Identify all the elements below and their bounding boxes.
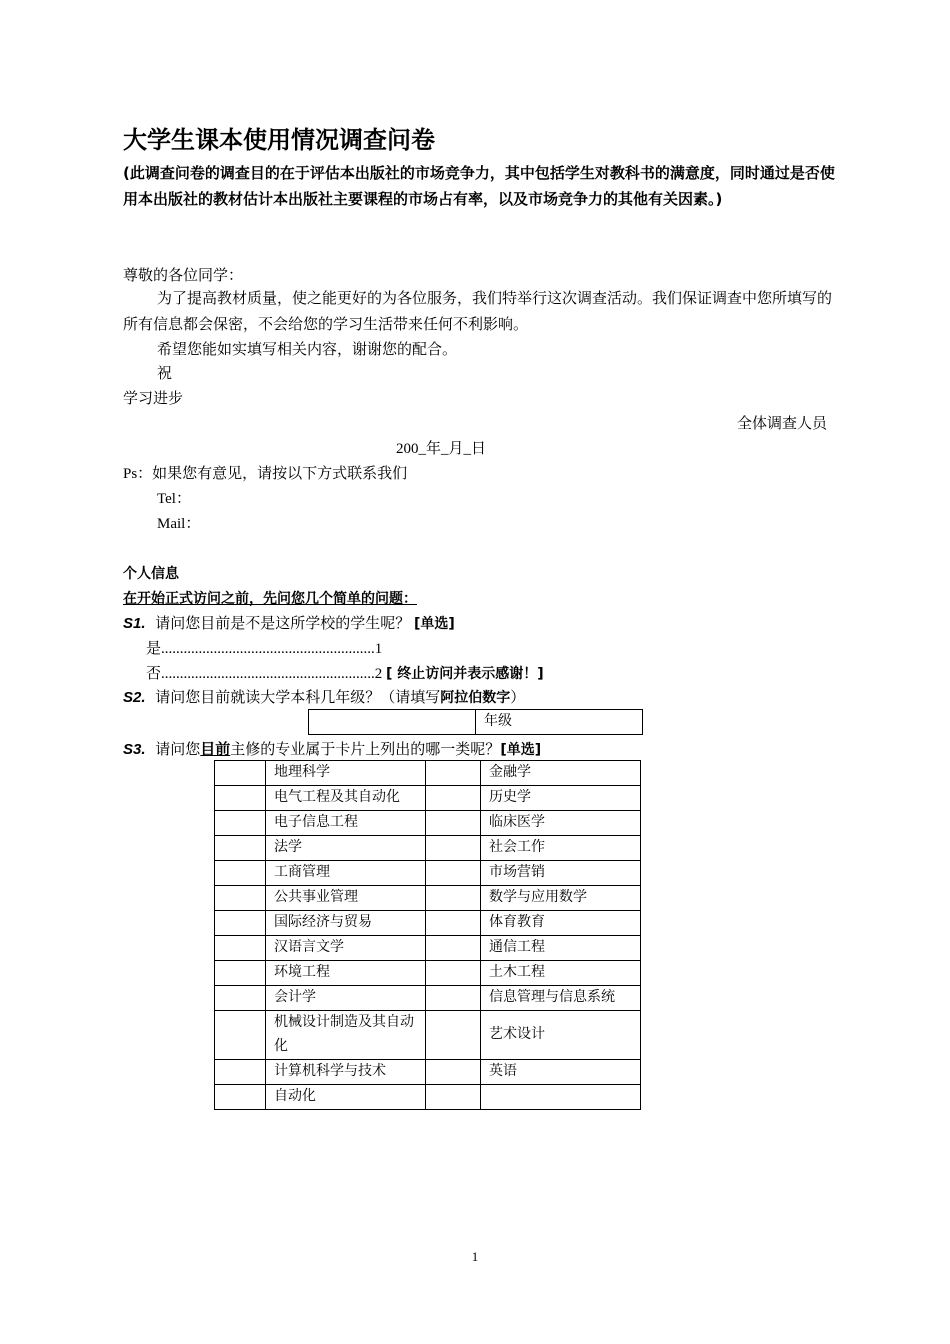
s3-table-row	[215, 1011, 641, 1060]
s3-text-underline: 目前	[200, 740, 231, 758]
s2-text-post: ）	[510, 690, 526, 706]
letter-paragraph-1: 为了提高教材质量，使之能更好的为各位服务，我们特举行这次调查活动。我们保证调查中您所填写的所有信息都会保密，不会给您的学习生活带来任何不利影响。	[123, 291, 833, 333]
s1-option-yes: 是.........................................................1	[146, 641, 383, 657]
s3-answer-cell[interactable]	[426, 836, 481, 861]
s1-tag: [单选]	[414, 616, 455, 632]
s3-answer-cell[interactable]	[215, 936, 266, 961]
s3-major-label: 体育教育	[481, 911, 641, 936]
s3-answer-cell[interactable]	[426, 761, 481, 786]
intro-paragraph: (此调查问卷的调查目的在于评估本出版社的市场竞争力，其中包括学生对教科书的满意度，同时通过是否使用本出版社的教材估计本出版社主要课程的市场占有率，以及市场竞争力的其他有关因素。)	[123, 164, 835, 208]
s3-tag: [单选]	[500, 742, 542, 758]
letter-wish: 祝	[157, 366, 173, 382]
letter-signature: 全体调查人员	[736, 416, 827, 432]
s3-question	[123, 738, 541, 759]
s3-answer-cell[interactable]	[426, 986, 481, 1011]
s3-answer-cell[interactable]	[215, 886, 266, 911]
letter-paragraph-2: 希望您能如实填写相关内容，谢谢您的配合。	[157, 342, 458, 358]
s2-answer-table	[308, 709, 643, 735]
s3-table-row	[215, 1085, 641, 1110]
s3-major-label: 环境工程	[266, 961, 426, 986]
s3-text-post: 主修的专业属于卡片上列出的哪一类呢？	[230, 742, 501, 758]
page-number: 1	[471, 1249, 479, 1264]
s3-answer-cell[interactable]	[215, 911, 266, 936]
contact-mail: Mail：	[157, 516, 201, 532]
greeting: 尊敬的各位同学：	[123, 268, 244, 284]
contact-tel: Tel：	[157, 491, 191, 507]
s3-label: S3.	[123, 741, 146, 758]
s3-major-label: 土木工程	[481, 961, 641, 986]
s3-answer-cell[interactable]	[215, 1085, 266, 1110]
s3-major-label: 英语	[481, 1060, 641, 1085]
s3-table-row	[215, 761, 641, 786]
s3-major-label: 计算机科学与技术	[266, 1060, 426, 1085]
s3-answer-cell[interactable]	[215, 811, 266, 836]
s3-major-label: 会计学	[266, 986, 426, 1011]
s3-answer-cell[interactable]	[215, 986, 266, 1011]
s3-major-label: 市场营销	[481, 861, 641, 886]
s3-major-label: 机械设计制造及其自动化	[266, 1011, 426, 1060]
s3-major-label: 数学与应用数学	[481, 886, 641, 911]
s3-answer-cell[interactable]	[426, 811, 481, 836]
s3-answer-cell[interactable]	[426, 861, 481, 886]
s3-major-table	[214, 760, 641, 1110]
s2-question	[123, 686, 525, 707]
s3-major-label: 临床医学	[481, 811, 641, 836]
s3-major-label: 工商管理	[266, 861, 426, 886]
s3-major-label: 社会工作	[481, 836, 641, 861]
s3-answer-cell[interactable]	[426, 1060, 481, 1085]
s1-option-no	[146, 662, 544, 683]
s3-answer-cell[interactable]	[426, 1085, 481, 1110]
s3-answer-cell[interactable]	[426, 936, 481, 961]
s3-major-label: 电气工程及其自动化	[266, 786, 426, 811]
s3-table-row	[215, 986, 641, 1011]
s3-table-row	[215, 1060, 641, 1085]
s3-answer-cell[interactable]	[426, 961, 481, 986]
s2-unit-label: 年级	[476, 710, 643, 735]
s3-major-label: 公共事业管理	[266, 886, 426, 911]
s3-table-row	[215, 811, 641, 836]
s2-answer-input[interactable]	[309, 710, 476, 735]
section-heading-personal: 个人信息	[123, 566, 179, 582]
s3-table-row	[215, 786, 641, 811]
s3-answer-cell[interactable]	[426, 1011, 481, 1060]
s3-major-label	[481, 1085, 641, 1110]
s3-major-label: 法学	[266, 836, 426, 861]
s3-major-label: 地理科学	[266, 761, 426, 786]
s3-answer-cell[interactable]	[215, 761, 266, 786]
s3-major-label: 国际经济与贸易	[266, 911, 426, 936]
s3-answer-cell[interactable]	[215, 836, 266, 861]
s3-major-label: 艺术设计	[481, 1011, 641, 1060]
s3-major-label: 汉语言文学	[266, 936, 426, 961]
s2-label: S2.	[123, 689, 146, 706]
s2-text-bold: 阿拉伯数字	[440, 690, 511, 706]
s3-answer-cell[interactable]	[215, 961, 266, 986]
letter-date: 200_年_月_日	[396, 441, 487, 457]
s3-answer-cell[interactable]	[215, 1011, 266, 1060]
s3-table-row	[215, 911, 641, 936]
s3-major-label: 历史学	[481, 786, 641, 811]
s1-text: 请问您目前是不是这所学校的学生呢？	[155, 616, 411, 632]
s3-answer-cell[interactable]	[426, 886, 481, 911]
s3-answer-cell[interactable]	[215, 786, 266, 811]
s3-major-label: 自动化	[266, 1085, 426, 1110]
s3-text-pre: 请问您	[155, 742, 201, 758]
s1-option-no-text: 否.........................................................2	[146, 666, 383, 682]
s3-answer-cell[interactable]	[215, 861, 266, 886]
s3-answer-cell[interactable]	[426, 911, 481, 936]
s3-major-label: 信息管理与信息系统	[481, 986, 641, 1011]
s3-major-label: 通信工程	[481, 936, 641, 961]
s1-option-no-note: [ 终止访问并表示感谢！]	[386, 666, 544, 682]
s3-table-row	[215, 836, 641, 861]
letter-wish-2: 学习进步	[123, 391, 184, 407]
s1-question	[123, 612, 455, 633]
section-subheading: 在开始正式访问之前，先问您几个简单的问题：	[123, 591, 417, 607]
s3-table-row	[215, 886, 641, 911]
s1-label: S1.	[123, 615, 146, 632]
ps-note: Ps：如果您有意见，请按以下方式联系我们	[123, 466, 408, 482]
s2-text-pre: 请问您目前就读大学本科几年级？（请填写	[155, 690, 441, 706]
s3-major-label: 电子信息工程	[266, 811, 426, 836]
s3-table-row	[215, 961, 641, 986]
s3-answer-cell[interactable]	[215, 1060, 266, 1085]
s3-table-row	[215, 861, 641, 886]
page-title: 大学生课本使用情况调查问卷	[123, 126, 435, 154]
s3-table-row	[215, 936, 641, 961]
s3-answer-cell[interactable]	[426, 786, 481, 811]
s3-major-label: 金融学	[481, 761, 641, 786]
